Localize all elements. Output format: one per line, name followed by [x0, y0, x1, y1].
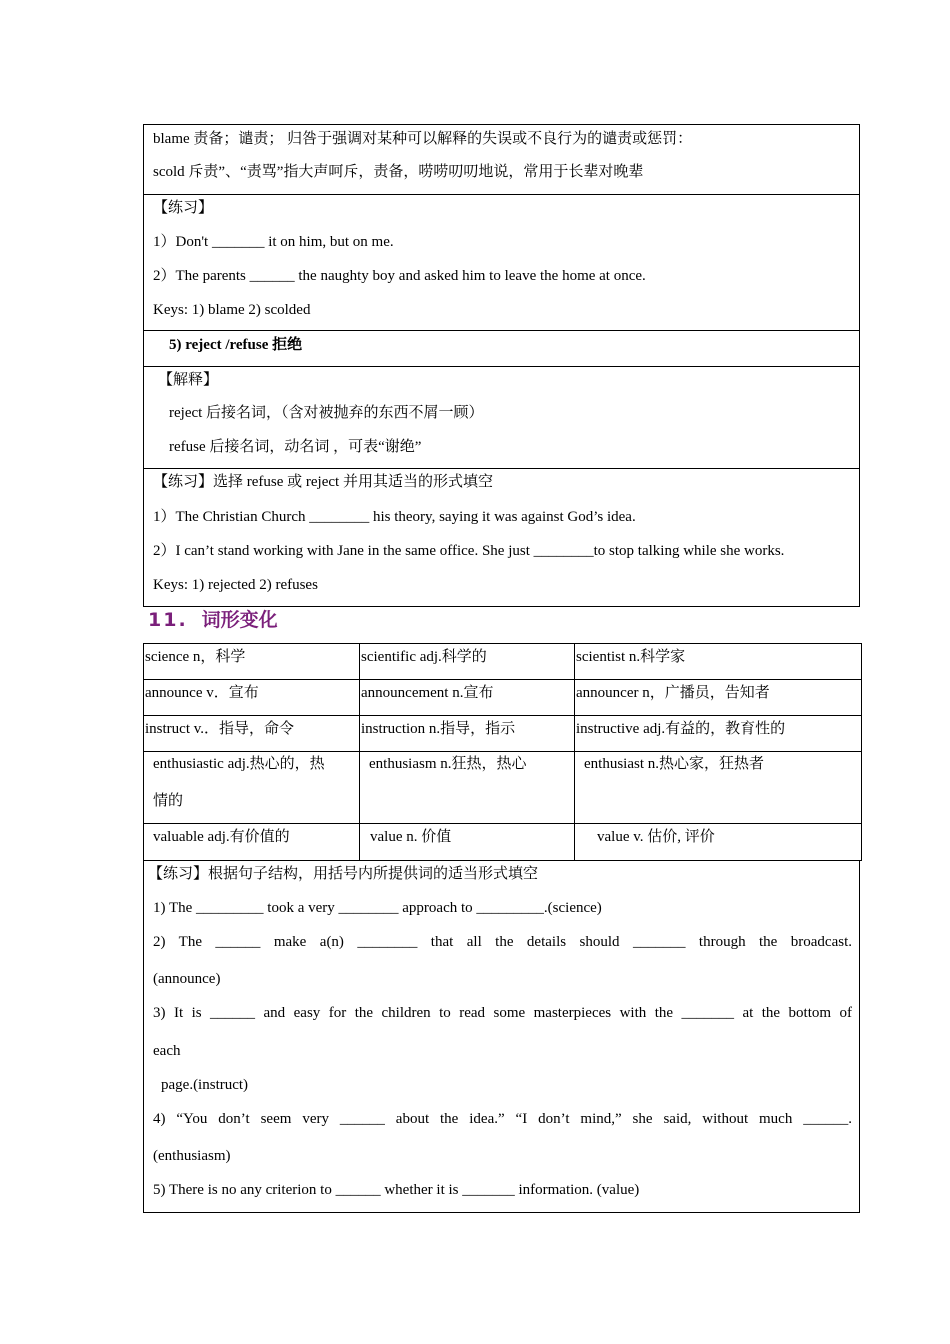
exercise-question-1: 1) The _________ took a very ________ approach to _________.(science)	[153, 900, 602, 916]
exercise-keys: Keys: 1) blame 2) scolded	[153, 302, 311, 318]
exercise-box-blame-scold	[143, 194, 860, 331]
table-cell: instruct v.．指导，命令	[143, 715, 360, 752]
table-cell: enthusiast n.热心家，狂热者	[574, 751, 862, 824]
table-cell: instructive adj.有益的，教育性的	[574, 715, 862, 752]
exercise-question-3: 3) It is ______ and easy for the children to read some masterpieces with the _______ at the bottom of	[153, 1005, 852, 1021]
explanation-box-reject-refuse	[143, 366, 860, 469]
vocab-title-box	[143, 330, 860, 367]
exercise-label: 【练习】根据句子结构，用括号内所提供词的适当形式填空	[148, 866, 539, 882]
table-cell: value n. 价值	[359, 823, 575, 861]
blame-definition: blame 责备；谴责； 归咎于强调对某种可以解释的失误或不良行为的谴责或惩罚：	[153, 131, 693, 147]
table-cell: value v. 估价, 评价	[574, 823, 862, 861]
table-cell: enthusiasm n.狂热，热心	[359, 751, 575, 824]
table-cell: scientist n.科学家	[574, 643, 862, 680]
table-cell: valuable adj.有价值的	[143, 823, 360, 861]
reject-definition: reject 后接名词，（含对被抛弃的东西不屑一顾）	[169, 405, 484, 421]
exercise-keys: Keys: 1) rejected 2) refuses	[153, 577, 318, 593]
section-number: 11.	[148, 609, 188, 631]
exercise-question-3-cont: each	[153, 1043, 181, 1059]
table-cell: announce v．宣布	[143, 679, 360, 716]
exercise-question-2: 2) The ______ make a(n) ________ that all the details should _______ through the broadcast.	[153, 934, 852, 950]
section-heading	[148, 607, 278, 633]
exercise-question-5: 5) There is no any criterion to ______ whether it is _______ information. (value)	[153, 1182, 640, 1198]
exercise-box-word-formation	[143, 860, 860, 1213]
vocab-title: 5) reject /refuse 拒绝	[169, 337, 303, 353]
exercise-question-1: 1）Don't _______ it on him, but on me.	[153, 234, 394, 250]
exercise-question-4: 4) “You don’t seem very ______ about the idea.” “I don’t mind,” she said, without much ______.	[153, 1111, 852, 1127]
exercise-question-2: 2）The parents ______ the naughty boy and asked him to leave the home at once.	[153, 268, 646, 284]
table-cell: enthusiastic adj.热心的，热 情的	[143, 751, 360, 824]
table-cell: scientific adj.科学的	[359, 643, 575, 680]
table-cell: science n，科学	[143, 643, 360, 680]
exercise-question-2: 2）I can’t stand working with Jane in the same office. She just ________to stop talking while she works.	[153, 543, 785, 559]
table-cell: announcer n，广播员，告知者	[574, 679, 862, 716]
explanation-box-blame-scold	[143, 124, 860, 195]
refuse-definition: refuse 后接名词，动名词 ，可表“谢绝”	[169, 439, 422, 455]
exercise-question-1: 1）The Christian Church ________ his theory, saying it was against God’s idea.	[153, 509, 636, 525]
exercise-label: 【练习】选择 refuse 或 reject 并用其适当的形式填空	[153, 474, 493, 490]
section-title: 词形变化	[201, 609, 278, 631]
exercise-box-reject-refuse	[143, 468, 860, 607]
exercise-question-4-cont: (enthusiasm)	[153, 1148, 231, 1164]
scold-definition: scold 斥责”、“责骂”指大声呵斥，责备，唠唠叨叨地说，常用于长辈对晚辈	[153, 164, 644, 180]
exercise-question-2-cont: (announce)	[153, 971, 221, 987]
table-cell: announcement n.宣布	[359, 679, 575, 716]
explanation-label: 【解释】	[158, 372, 219, 388]
table-cell: instruction n.指导，指示	[359, 715, 575, 752]
exercise-question-3-cont: page.(instruct)	[161, 1077, 249, 1093]
exercise-label: 【练习】	[153, 200, 214, 216]
